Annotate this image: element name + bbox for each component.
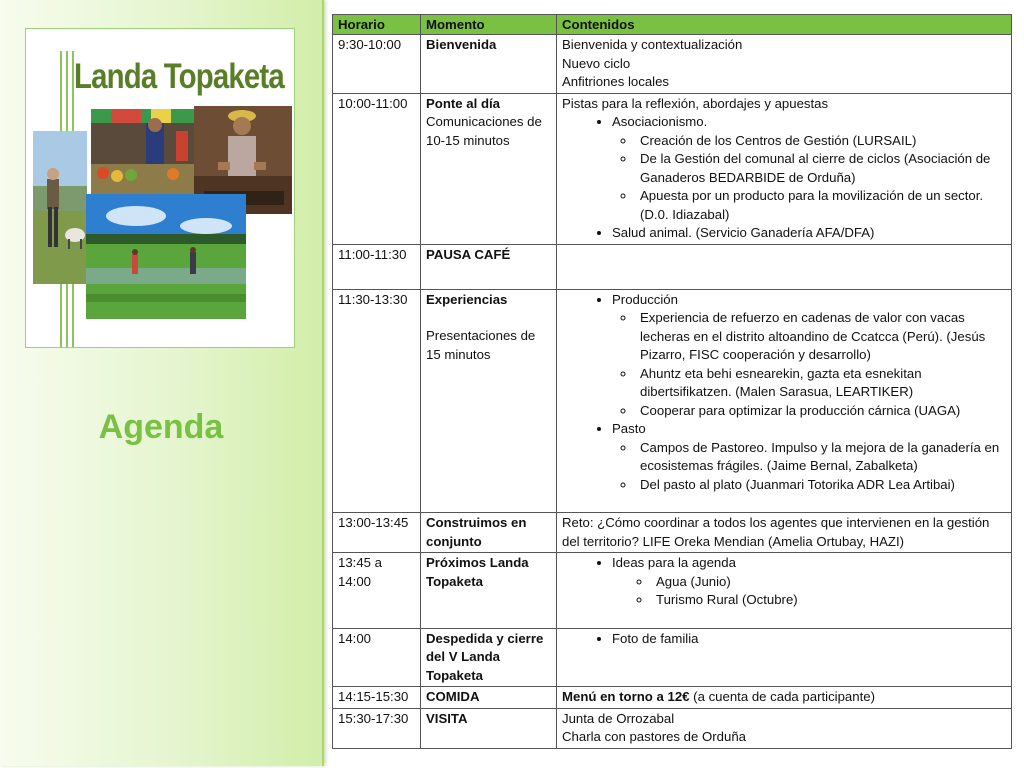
list-item: • Asociacionismo. ◦ Creación de los Centros de Gestión (LURSAIL) ◦ De la Gestión del comunal al cierre de ciclos (Asociación de Ganaderos BEDARBIDE de Orduña) ◦ Apuesta por un producto para la movilización de un sector. (D.0. Idiazabal) — [612, 113, 1006, 224]
time-cell: 10:00-11:00 — [333, 93, 421, 244]
table-row — [333, 687, 1012, 709]
table-row — [333, 708, 1012, 748]
table-header-row — [333, 15, 1012, 35]
sub-list-item: ◦ De la Gestión del comunal al cierre de ciclos (Asociación de Ganaderos BEDARBIDE de Orduña) — [636, 150, 1006, 187]
list-item: • Foto de familia — [612, 630, 1006, 649]
shepherd-photo — [33, 131, 87, 284]
sub-list-item: ◦ Turismo Rural (Octubre) — [652, 591, 1006, 610]
logo-title: Landa Topaketa — [74, 57, 284, 96]
moment-cell: Próximos Landa Topaketa — [421, 553, 557, 629]
time-cell: 14:00 — [333, 628, 421, 687]
time-cell: 11:00-11:30 — [333, 244, 421, 289]
moment-cell: Construimos en conjunto — [421, 513, 557, 553]
time-cell: 11:30-13:30 — [333, 289, 421, 513]
time-cell: 14:15-15:30 — [333, 687, 421, 709]
moment-cell: VISITA — [421, 708, 557, 748]
list-item: • Pasto ◦ Campos de Pastoreo. Impulso y la mejora de la ganadería en ecosistemas frágiles. (Jaime Bernal, Zabalketa) ◦ Del pasto al plato (Juanmari Totorika ADR Lea Artibai) — [612, 420, 1006, 494]
sub-list-item: ◦ Campos de Pastoreo. Impulso y la mejora de la ganadería en ecosistemas frágiles. (Jaime Bernal, Zabalketa) — [636, 439, 1006, 476]
time-cell: 9:30-10:00 — [333, 35, 421, 94]
table-row — [333, 244, 1012, 289]
menu-price: Menú en torno a 12€ — [562, 689, 690, 704]
sub-list-item: ◦ Cooperar para optimizar la producción cárnica (UAGA) — [636, 402, 1006, 421]
contents-cell — [557, 289, 1012, 513]
sub-list-item: ◦ Ahuntz eta behi esnearekin, gazta eta esnekitan dibertsifikatzen. (Malen Sarasua, LEARTIKER) — [636, 365, 1006, 402]
market-photo — [91, 109, 194, 194]
moment-subtitle: Comunicaciones de 10-15 minutos — [426, 114, 542, 148]
time-cell: 15:30-17:30 — [333, 708, 421, 748]
column-header-moment: Momento — [421, 15, 557, 35]
content-line: Nuevo ciclo — [562, 55, 631, 71]
sub-list-item: ◦ Experiencia de refuerzo en cadenas de valor con vacas lecheras en el distrito altoandino de Ccatcca (Perú). (Jesús Pizarro, FISC cooperación y desarrollo) — [636, 309, 1006, 365]
list-item: • Ideas para la agenda ◦ Agua (Junio) ◦ Turismo Rural (Octubre) — [612, 554, 1006, 610]
contents-cell — [557, 687, 1012, 709]
table-row — [333, 553, 1012, 629]
table-row — [333, 628, 1012, 687]
rice-field-photo — [86, 194, 246, 319]
contents-cell — [557, 628, 1012, 687]
moment-cell: Despedida y cierre del V Landa Topaketa — [421, 628, 557, 687]
contents-cell — [557, 93, 1012, 244]
table-row — [333, 93, 1012, 244]
content-intro: Pistas para la reflexión, abordajes y apuestas — [562, 95, 829, 111]
moment-cell — [421, 289, 557, 513]
sidebar-panel — [0, 0, 324, 766]
moment-subtitle: Presentaciones de 15 minutos — [426, 328, 536, 362]
content-line: Charla con pastores de Orduña — [562, 729, 747, 744]
content-line: Junta de Orrozabal — [562, 710, 675, 726]
contents-cell — [557, 708, 1012, 748]
sub-list-item: ◦ Agua (Junio) — [652, 573, 1006, 592]
contents-cell — [557, 35, 1012, 94]
sidebar-title: Agenda — [98, 408, 224, 446]
column-header-contents: Contenidos — [557, 15, 1012, 35]
contents-cell — [557, 553, 1012, 629]
moment-title: Ponte al día — [426, 95, 501, 111]
moment-title: Experiencias — [426, 291, 508, 307]
moment-cell: COMIDA — [421, 687, 557, 709]
time-cell: 13:00-13:45 — [333, 513, 421, 553]
column-header-time: Horario — [333, 15, 421, 35]
moment-cell — [421, 93, 557, 244]
time-cell: 13:45 a 14:00 — [333, 553, 421, 629]
agenda-table — [332, 14, 1012, 749]
table-row — [333, 289, 1012, 513]
list-item: • Producción ◦ Experiencia de refuerzo en cadenas de valor con vacas lecheras en el distrito altoandino de Ccatcca (Perú). (Jesús Pizarro, FISC cooperación y desarrollo) ◦ Ahuntz eta behi esnearekin, gazta eta esnekitan dibertsifikatzen. (Malen Sarasua, LEARTIKER) ◦ Cooperar para optimizar la producción cárnica (UAGA) — [612, 291, 1006, 421]
menu-note: (a cuenta de cada participante) — [689, 689, 875, 704]
table-row — [333, 513, 1012, 553]
contents-cell — [557, 244, 1012, 289]
moment-cell: Bienvenida — [421, 35, 557, 94]
table-row — [333, 35, 1012, 94]
sub-list-item: ◦ Creación de los Centros de Gestión (LURSAIL) — [636, 132, 1006, 151]
moment-cell: PAUSA CAFÉ — [421, 244, 557, 289]
sub-list-item: ◦ Del pasto al plato (Juanmari Totorika ADR Lea Artibai) — [636, 476, 1006, 495]
logo-collage — [25, 28, 295, 348]
list-item: • Salud animal. (Servicio Ganadería AFA/DFA) — [612, 224, 1006, 243]
contents-cell: Reto: ¿Cómo coordinar a todos los agentes que intervienen en la gestión del territorio? LIFE Oreka Mendian (Amelia Ortubay, HAZI) — [557, 513, 1012, 553]
content-line: Anfitriones locales — [562, 74, 670, 89]
sub-list-item: ◦ Apuesta por un producto para la movilización de un sector. (D.0. Idiazabal) — [636, 187, 1006, 224]
content-line: Bienvenida y contextualización — [562, 37, 743, 52]
